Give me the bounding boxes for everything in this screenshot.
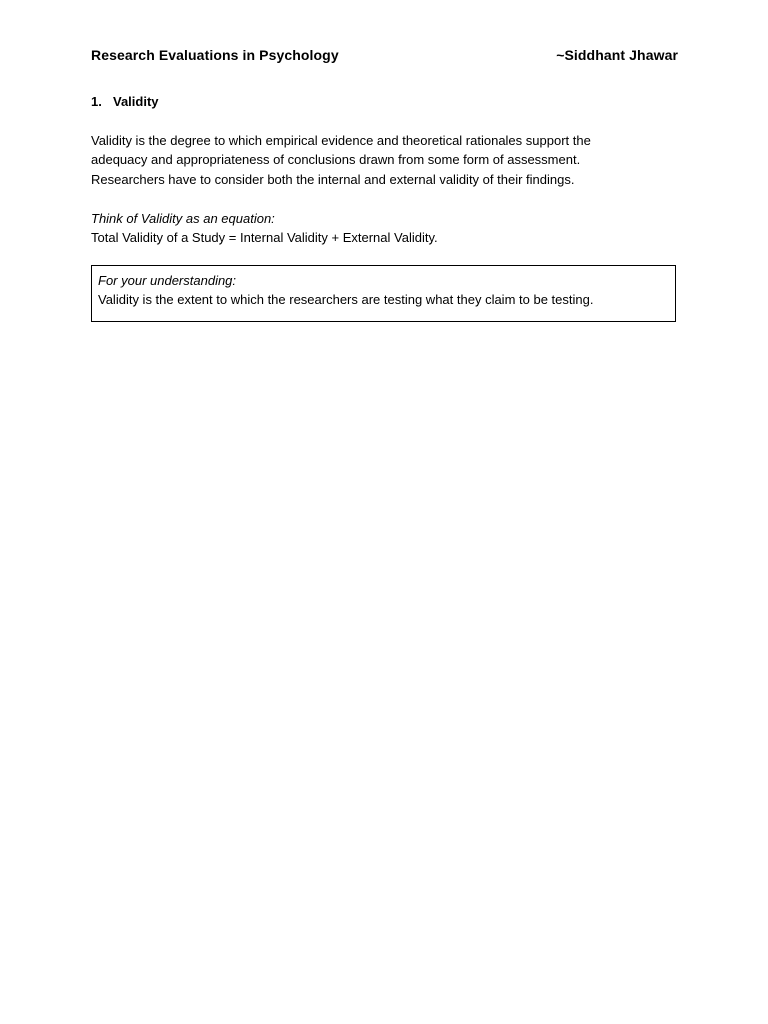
document-title: Research Evaluations in Psychology bbox=[91, 47, 339, 63]
intro-line: adequacy and appropriateness of conclusions drawn from some form of assessment. bbox=[91, 152, 581, 168]
equation-paragraph bbox=[91, 209, 678, 248]
intro-line: Validity is the degree to which empirical evidence and theoretical rationales support the bbox=[91, 133, 591, 148]
callout-text: Validity is the extent to which the researchers are testing what they claim to be testing. bbox=[98, 292, 594, 307]
section-heading bbox=[91, 94, 159, 109]
section-title: Validity bbox=[113, 94, 159, 109]
intro-paragraph bbox=[91, 131, 678, 189]
equation-formula: Total Validity of a Study = Internal Validity + External Validity. bbox=[91, 230, 438, 246]
equation-lead: Think of Validity as an equation: bbox=[91, 211, 275, 226]
author-name: ~Siddhant Jhawar bbox=[556, 47, 678, 63]
callout-heading: For your understanding: bbox=[98, 273, 237, 288]
intro-line: Researchers have to consider both the internal and external validity of their findings. bbox=[91, 171, 575, 187]
section-number: 1. bbox=[91, 94, 102, 109]
understanding-callout-box bbox=[91, 265, 676, 322]
page-header bbox=[91, 47, 678, 63]
